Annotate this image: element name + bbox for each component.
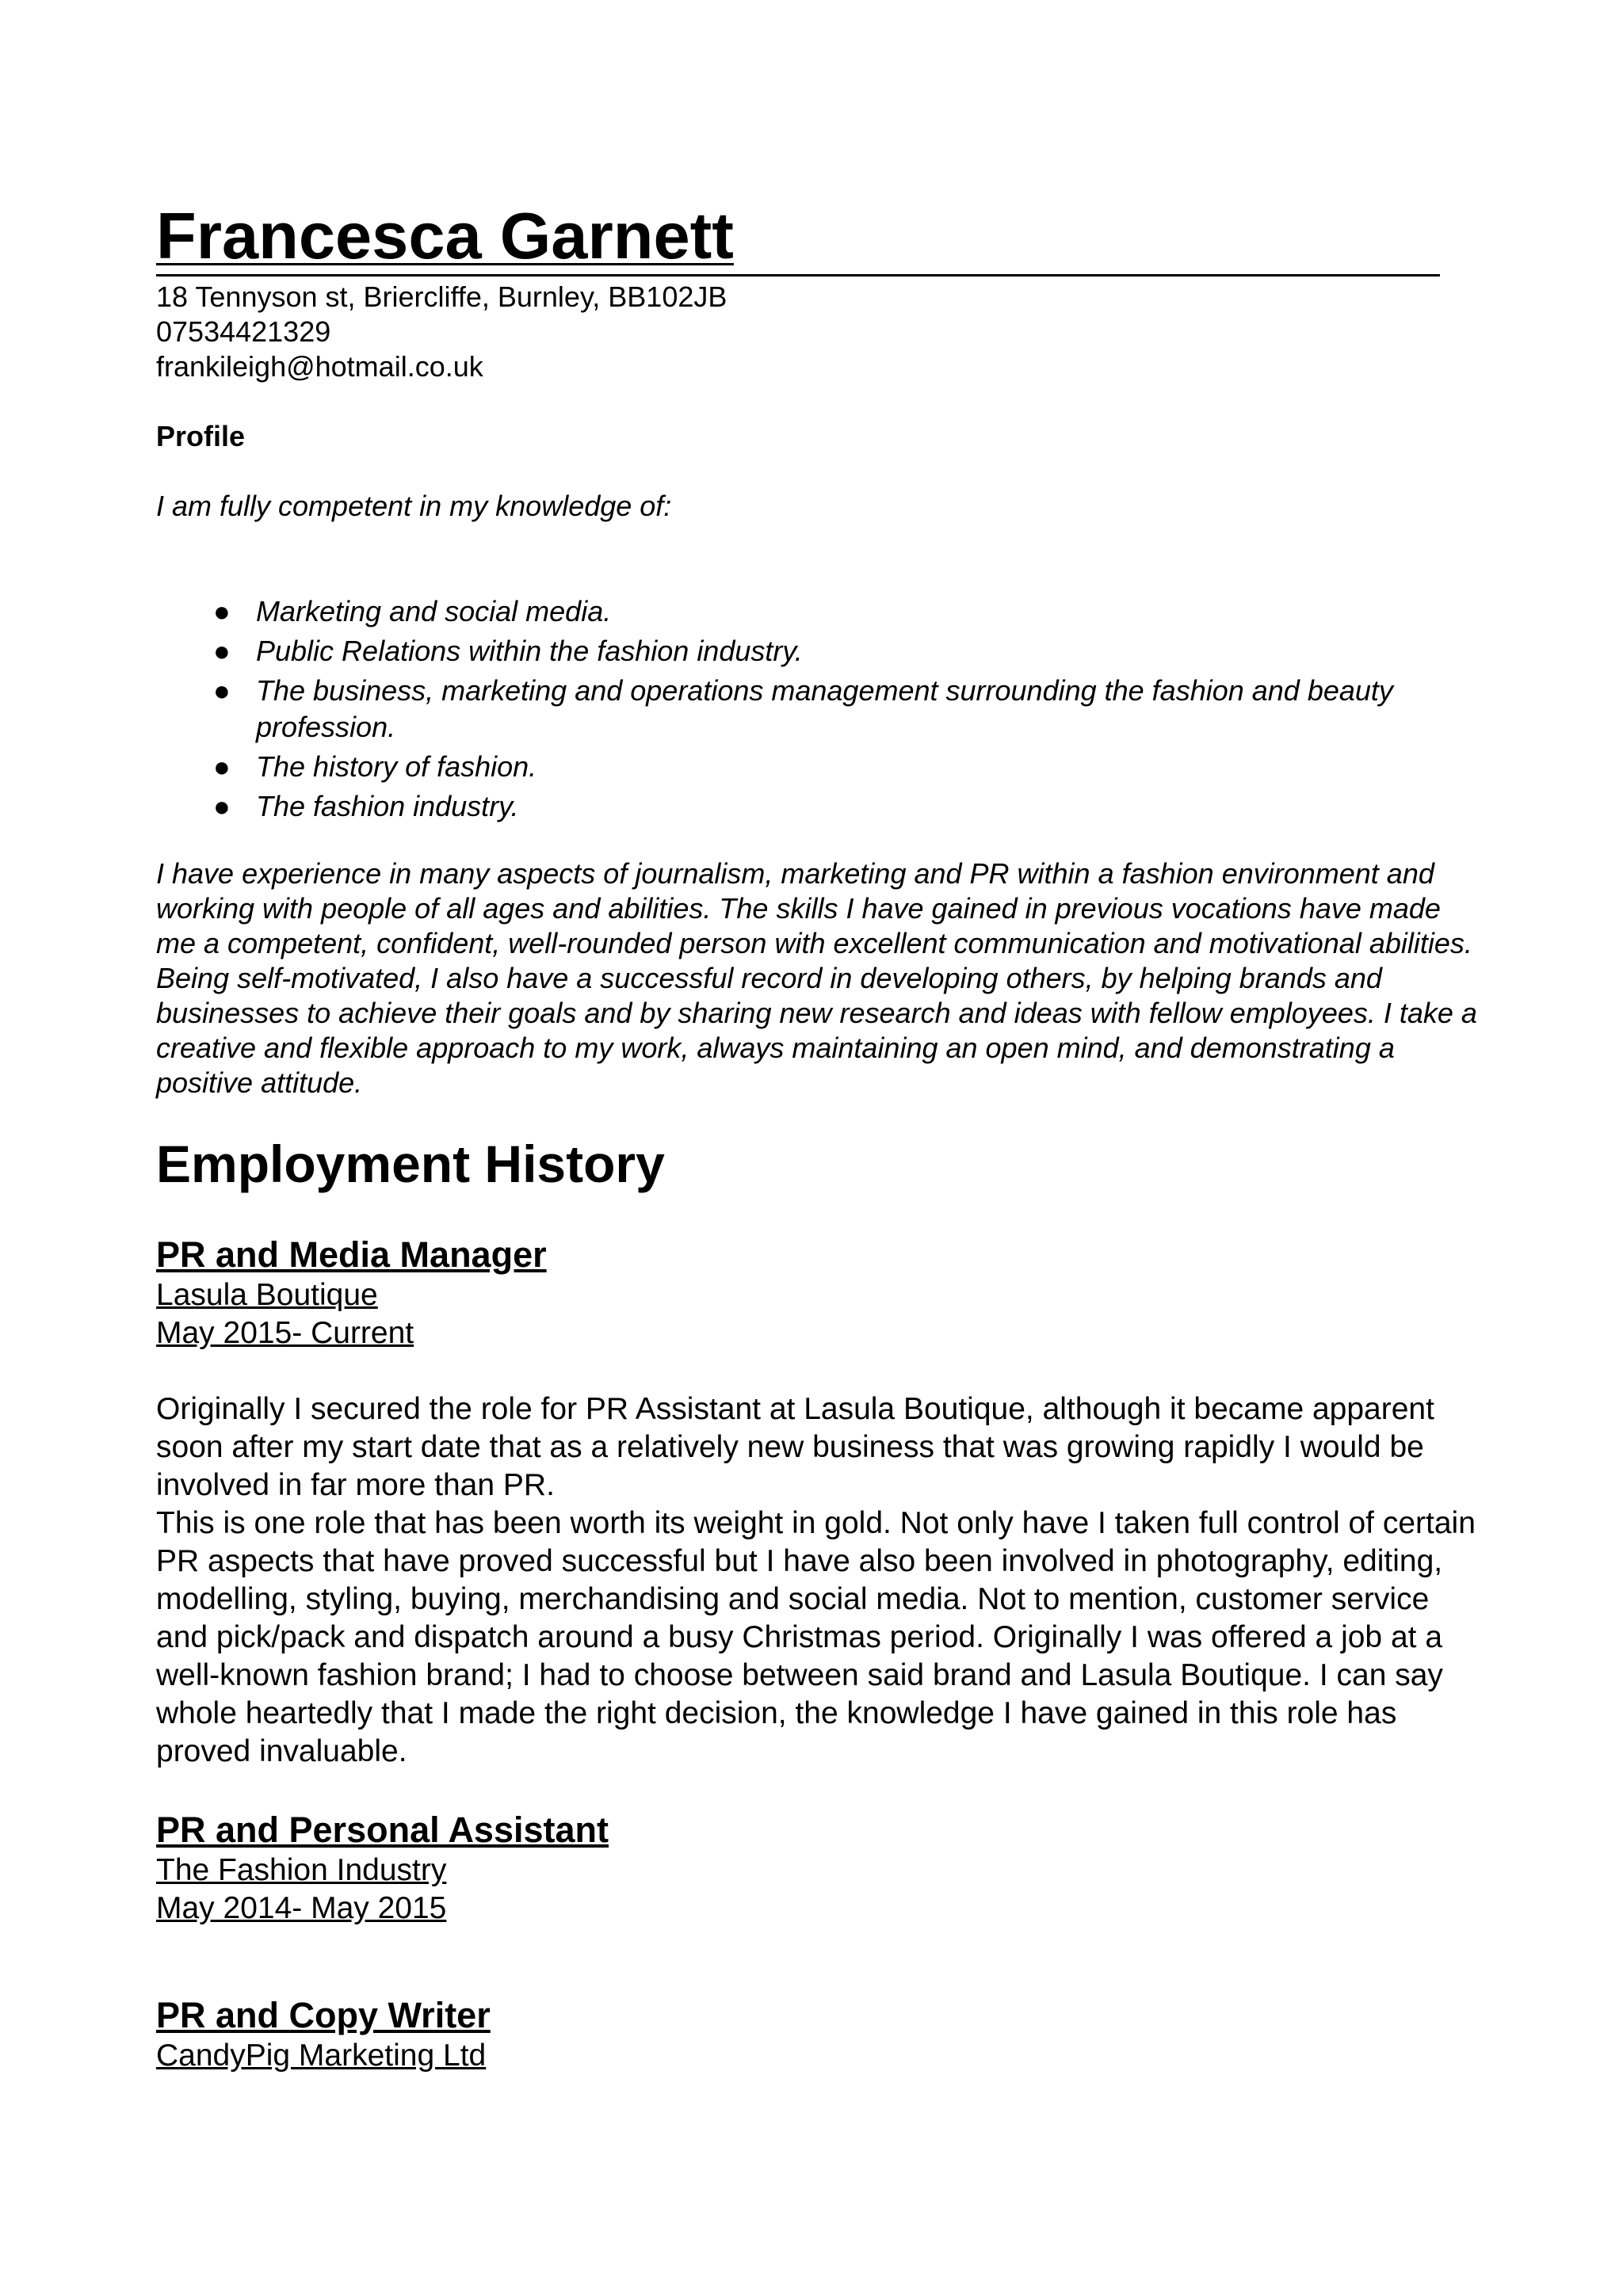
job-paragraph: This is one role that has been worth its weight in gold. Not only have I taken full control of certain PR aspects that have proved successful but I have also been involved in photography, editing, modelling, styling, buying, merchandising and social media. Not to mention, customer service and pick/pack and dispatch around a busy Christmas period. Originally I was offered a job at a well-known fashion brand; I had to choose between said brand and Lasula Boutique. I can say whole heartedly that I made the right decision, the knowledge I have gained in this role has proved invaluable. [156, 1506, 1476, 1768]
job-description [156, 1390, 1487, 1771]
skill-text: The history of fashion. [256, 750, 537, 783]
bullet-icon: ● [213, 635, 231, 667]
list-item [156, 788, 1487, 825]
job-paragraph: Originally I secured the role for PR Assistant at Lasula Boutique, although it became apparent soon after my start date that as a relatively new business that was growing rapidly I would be involved in far more than PR. [156, 1392, 1434, 1502]
list-item [156, 633, 1487, 669]
skill-text: Marketing and social media. [256, 595, 612, 627]
list-item [156, 749, 1487, 785]
phone-number: 07534421329 [156, 315, 331, 348]
cv-page [156, 198, 1487, 2075]
bullet-icon: ● [213, 674, 231, 707]
skill-text: The business, marketing and operations management surrounding the fashion and beauty profession. [256, 674, 1393, 743]
skill-text: The fashion industry. [256, 790, 519, 822]
job-dates: May 2014- May 2015 [156, 1891, 447, 1925]
bullet-icon: ● [213, 595, 231, 627]
job-company: CandyPig Marketing Ltd [156, 2039, 487, 2073]
job-title: PR and Copy Writer [156, 1995, 491, 2035]
employment-heading: Employment History [156, 1135, 665, 1193]
list-item [156, 673, 1487, 746]
job-title: PR and Media Manager [156, 1234, 547, 1275]
bullet-icon: ● [213, 750, 231, 783]
list-item [156, 593, 1487, 630]
skill-text: Public Relations within the fashion industry. [256, 635, 803, 667]
profile-summary: I have experience in many aspects of journalism, marketing and PR within a fashion environment and working with people of all ages and abilities. The skills I have gained in previous vocations have made me a competent, confident, well-rounded person with excellent communication and motivational abilities. Being self-motivated, I also have a successful record in developing others, by helping brands and businesses to achieve their goals and by sharing new research and ideas with fellow employees. I take a creative and flexible approach to my work, always maintaining an open mind, and demonstrating a positive attitude. [156, 857, 1477, 1099]
skills-list [156, 593, 1487, 825]
job-entry [156, 1234, 1487, 1771]
job-company: Lasula Boutique [156, 1278, 378, 1312]
contact-block [156, 280, 1487, 384]
job-entry [156, 1809, 1487, 1928]
job-company: The Fashion Industry [156, 1853, 447, 1887]
bullet-icon: ● [213, 790, 231, 822]
address: 18 Tennyson st, Briercliffe, Burnley, BB102JB [156, 280, 727, 313]
job-title: PR and Personal Assistant [156, 1810, 609, 1850]
cv-name: Francesca Garnett [156, 198, 1440, 277]
email-address: frankileigh@hotmail.co.uk [156, 350, 483, 383]
job-dates: May 2015- Current [156, 1316, 414, 1350]
profile-heading: Profile [156, 420, 246, 452]
job-entry [156, 1994, 1487, 2075]
profile-intro: I am fully competent in my knowledge of: [156, 490, 672, 522]
